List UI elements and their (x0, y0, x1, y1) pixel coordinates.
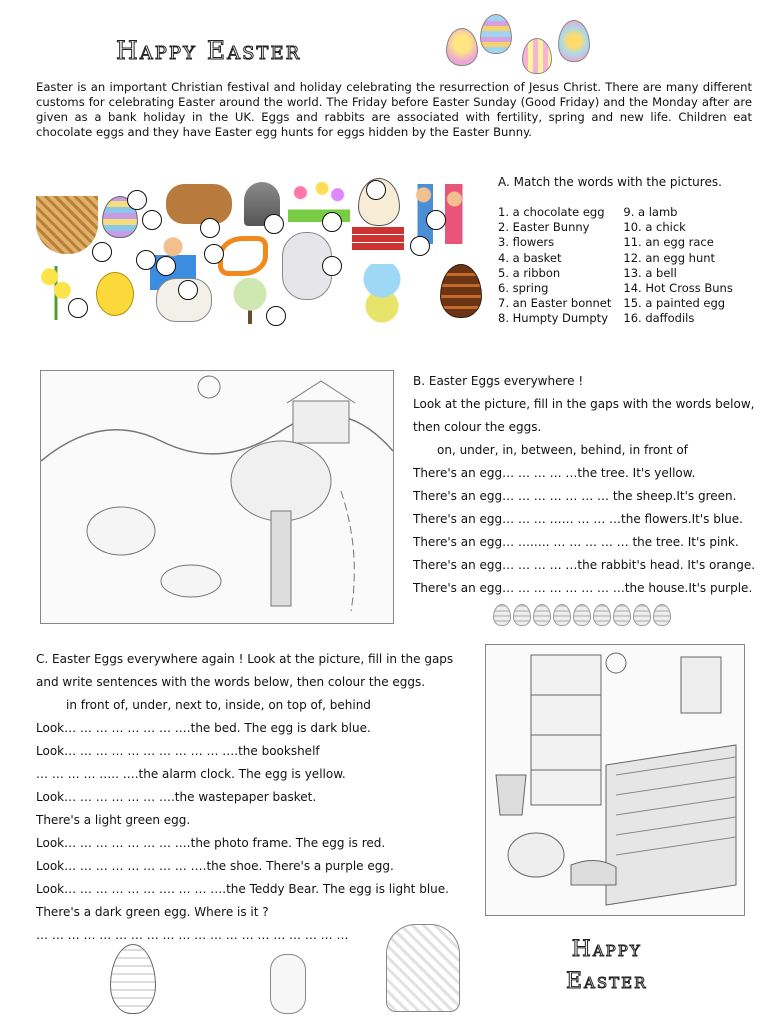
answer-circle[interactable] (322, 256, 342, 276)
word-item: 5. a ribbon (498, 265, 561, 280)
section-c (36, 648, 476, 947)
countryside-scene-drawing (41, 371, 393, 623)
answer-circle[interactable] (156, 256, 176, 276)
decorated-egg-icon (110, 944, 156, 1014)
answer-circle[interactable] (68, 298, 88, 318)
bedroom-scene-picture (485, 644, 745, 916)
section-c-title: C. Easter Eggs everywhere again ! Look at the picture, fill in the gaps and write sentences with the words below, then colour the eggs. (36, 652, 454, 689)
word-item: 8. Humpty Dumpty (498, 311, 608, 326)
word-item: 13. a bell (623, 265, 677, 280)
word-item: 3. flowers (498, 235, 555, 250)
chick-picture (96, 272, 134, 316)
gap-fill-line[interactable]: Look… … … … … … … … ….the shoe. There's a purple egg. (36, 859, 394, 873)
word-item: 7. an Easter bonnet (498, 296, 612, 311)
answer-circle[interactable] (142, 210, 162, 230)
egg-icon (593, 604, 611, 626)
word-item: 12. an egg hunt (623, 250, 716, 265)
egg-icon (446, 28, 478, 66)
gap-fill-line[interactable]: There's an egg… … … … …the rabbit's head. It's orange. (413, 558, 756, 572)
gap-fill-line[interactable]: Look… … … … … … ….the wastepaper basket. (36, 790, 317, 804)
gap-fill-line: There's a light green egg. (36, 813, 191, 827)
word-item: 2. Easter Bunny (498, 220, 590, 235)
section-c-word-bank: in front of, under, next to, inside, on top of, behind (66, 698, 371, 712)
egg-icon (633, 604, 651, 626)
countryside-scene-picture (40, 370, 394, 624)
daffodils-picture (40, 266, 72, 320)
hot-cross-buns-picture (166, 184, 232, 224)
easter-bonnet-picture (350, 264, 414, 324)
section-b-instruction: Look at the picture, fill in the gaps with the words below, then colour the eggs. (413, 397, 755, 434)
page-title: Happy Easter (116, 36, 302, 65)
gap-fill-line: There's a dark green egg. Where is it ? (36, 905, 269, 919)
gap-fill-line[interactable]: There's an egg… … … … … … … …the house.It's purple. (413, 581, 753, 595)
gap-fill-line[interactable]: There's an egg… … … …… … … …the flowers.It's blue. (413, 512, 743, 526)
ribbon-picture (218, 236, 268, 276)
egg-icon (553, 604, 571, 626)
egg-icon (513, 604, 531, 626)
bunny-icon (270, 954, 306, 1014)
gap-fill-line[interactable]: Look… … … … … … …. … … ….the Teddy Bear. The egg is light blue. (36, 882, 449, 896)
basket-picture (36, 196, 98, 254)
section-b-word-bank: on, under, in, between, behind, in front of (437, 443, 688, 457)
gap-fill-line[interactable]: Look… … … … … … … ….the bed. The egg is dark blue. (36, 721, 371, 735)
answer-circle[interactable] (92, 242, 112, 262)
gap-fill-line[interactable]: Look… … … … … … … ….the photo frame. The egg is red. (36, 836, 386, 850)
bedroom-scene-drawing (486, 645, 744, 915)
word-item: 4. a basket (498, 250, 562, 265)
answer-circle[interactable] (266, 306, 286, 326)
gap-fill-line[interactable]: … … … … ….. ….the alarm clock. The egg is yellow. (36, 767, 346, 781)
word-item: 14. Hot Cross Buns (623, 281, 733, 296)
answer-circle[interactable] (127, 190, 147, 210)
answer-circle[interactable] (200, 218, 220, 238)
footer-happy: Happy (571, 937, 642, 962)
egg-icon (653, 604, 671, 626)
section-a-word-list (498, 205, 733, 327)
word-list-column-2 (623, 205, 732, 327)
answer-circle[interactable] (410, 236, 430, 256)
section-b-title: B. Easter Eggs everywhere ! (413, 374, 584, 388)
chocolate-egg-picture (440, 264, 482, 318)
egg-icon (533, 604, 551, 626)
word-item: 11. an egg race (623, 235, 714, 250)
word-item: 6. spring (498, 281, 549, 296)
section-a-title: A. Match the words with the pictures. (498, 175, 722, 189)
footer-easter: Easter (566, 969, 648, 994)
gap-fill-line[interactable]: Look… … … … … … … … … … ….the bookshelf (36, 744, 320, 758)
egg-icon (493, 604, 511, 626)
egg-icon (613, 604, 631, 626)
gap-fill-line[interactable]: There's an egg… … … … …the tree. It's yellow. (413, 466, 696, 480)
word-item: 10. a chick (623, 220, 686, 235)
small-eggs-strip (493, 604, 671, 626)
section-b (413, 370, 763, 600)
egg-basket-icon (386, 924, 460, 1012)
egg-icon (522, 38, 552, 74)
answer-circle[interactable] (264, 214, 284, 234)
flowers-picture (288, 180, 350, 222)
answer-circle[interactable] (178, 280, 198, 300)
word-item: 1. a chocolate egg (498, 205, 605, 219)
word-item: 15. a painted egg (623, 296, 726, 311)
answer-circle[interactable] (204, 244, 224, 264)
answer-line[interactable]: … … … … … … … … … … … … … … … … … … … … (36, 928, 349, 942)
intro-paragraph: Easter is an important Christian festival and holiday celebrating the resurrection of Jesus Christ. There are many different customs for celebrating Easter around the world. The Friday before Easter Sunday (Good Friday) and the Monday after are given as a bank holiday in the UK. Eggs and rabbits are associated with fertility, spring and new life. Children eat chocolate eggs and they have Easter egg hunts for eggs hidden by the Easter Bunny. (36, 80, 752, 139)
answer-circle[interactable] (426, 210, 446, 230)
humpty-wall-picture (352, 226, 404, 250)
egg-icon (558, 20, 590, 62)
answer-circle[interactable] (366, 180, 386, 200)
word-item: 16. daffodils (623, 311, 695, 326)
word-list-column-1 (498, 205, 611, 327)
egg-icon (480, 14, 512, 54)
footer-happy-easter (566, 934, 647, 998)
answer-circle[interactable] (136, 250, 156, 270)
gap-fill-line[interactable]: There's an egg… … … … … … … the sheep.It's green. (413, 489, 737, 503)
answer-circle[interactable] (322, 212, 342, 232)
egg-icon (573, 604, 591, 626)
gap-fill-line[interactable]: There's an egg… ….…. … … … … … the tree. It's pink. (413, 535, 739, 549)
word-item: 9. a lamb (623, 205, 678, 219)
